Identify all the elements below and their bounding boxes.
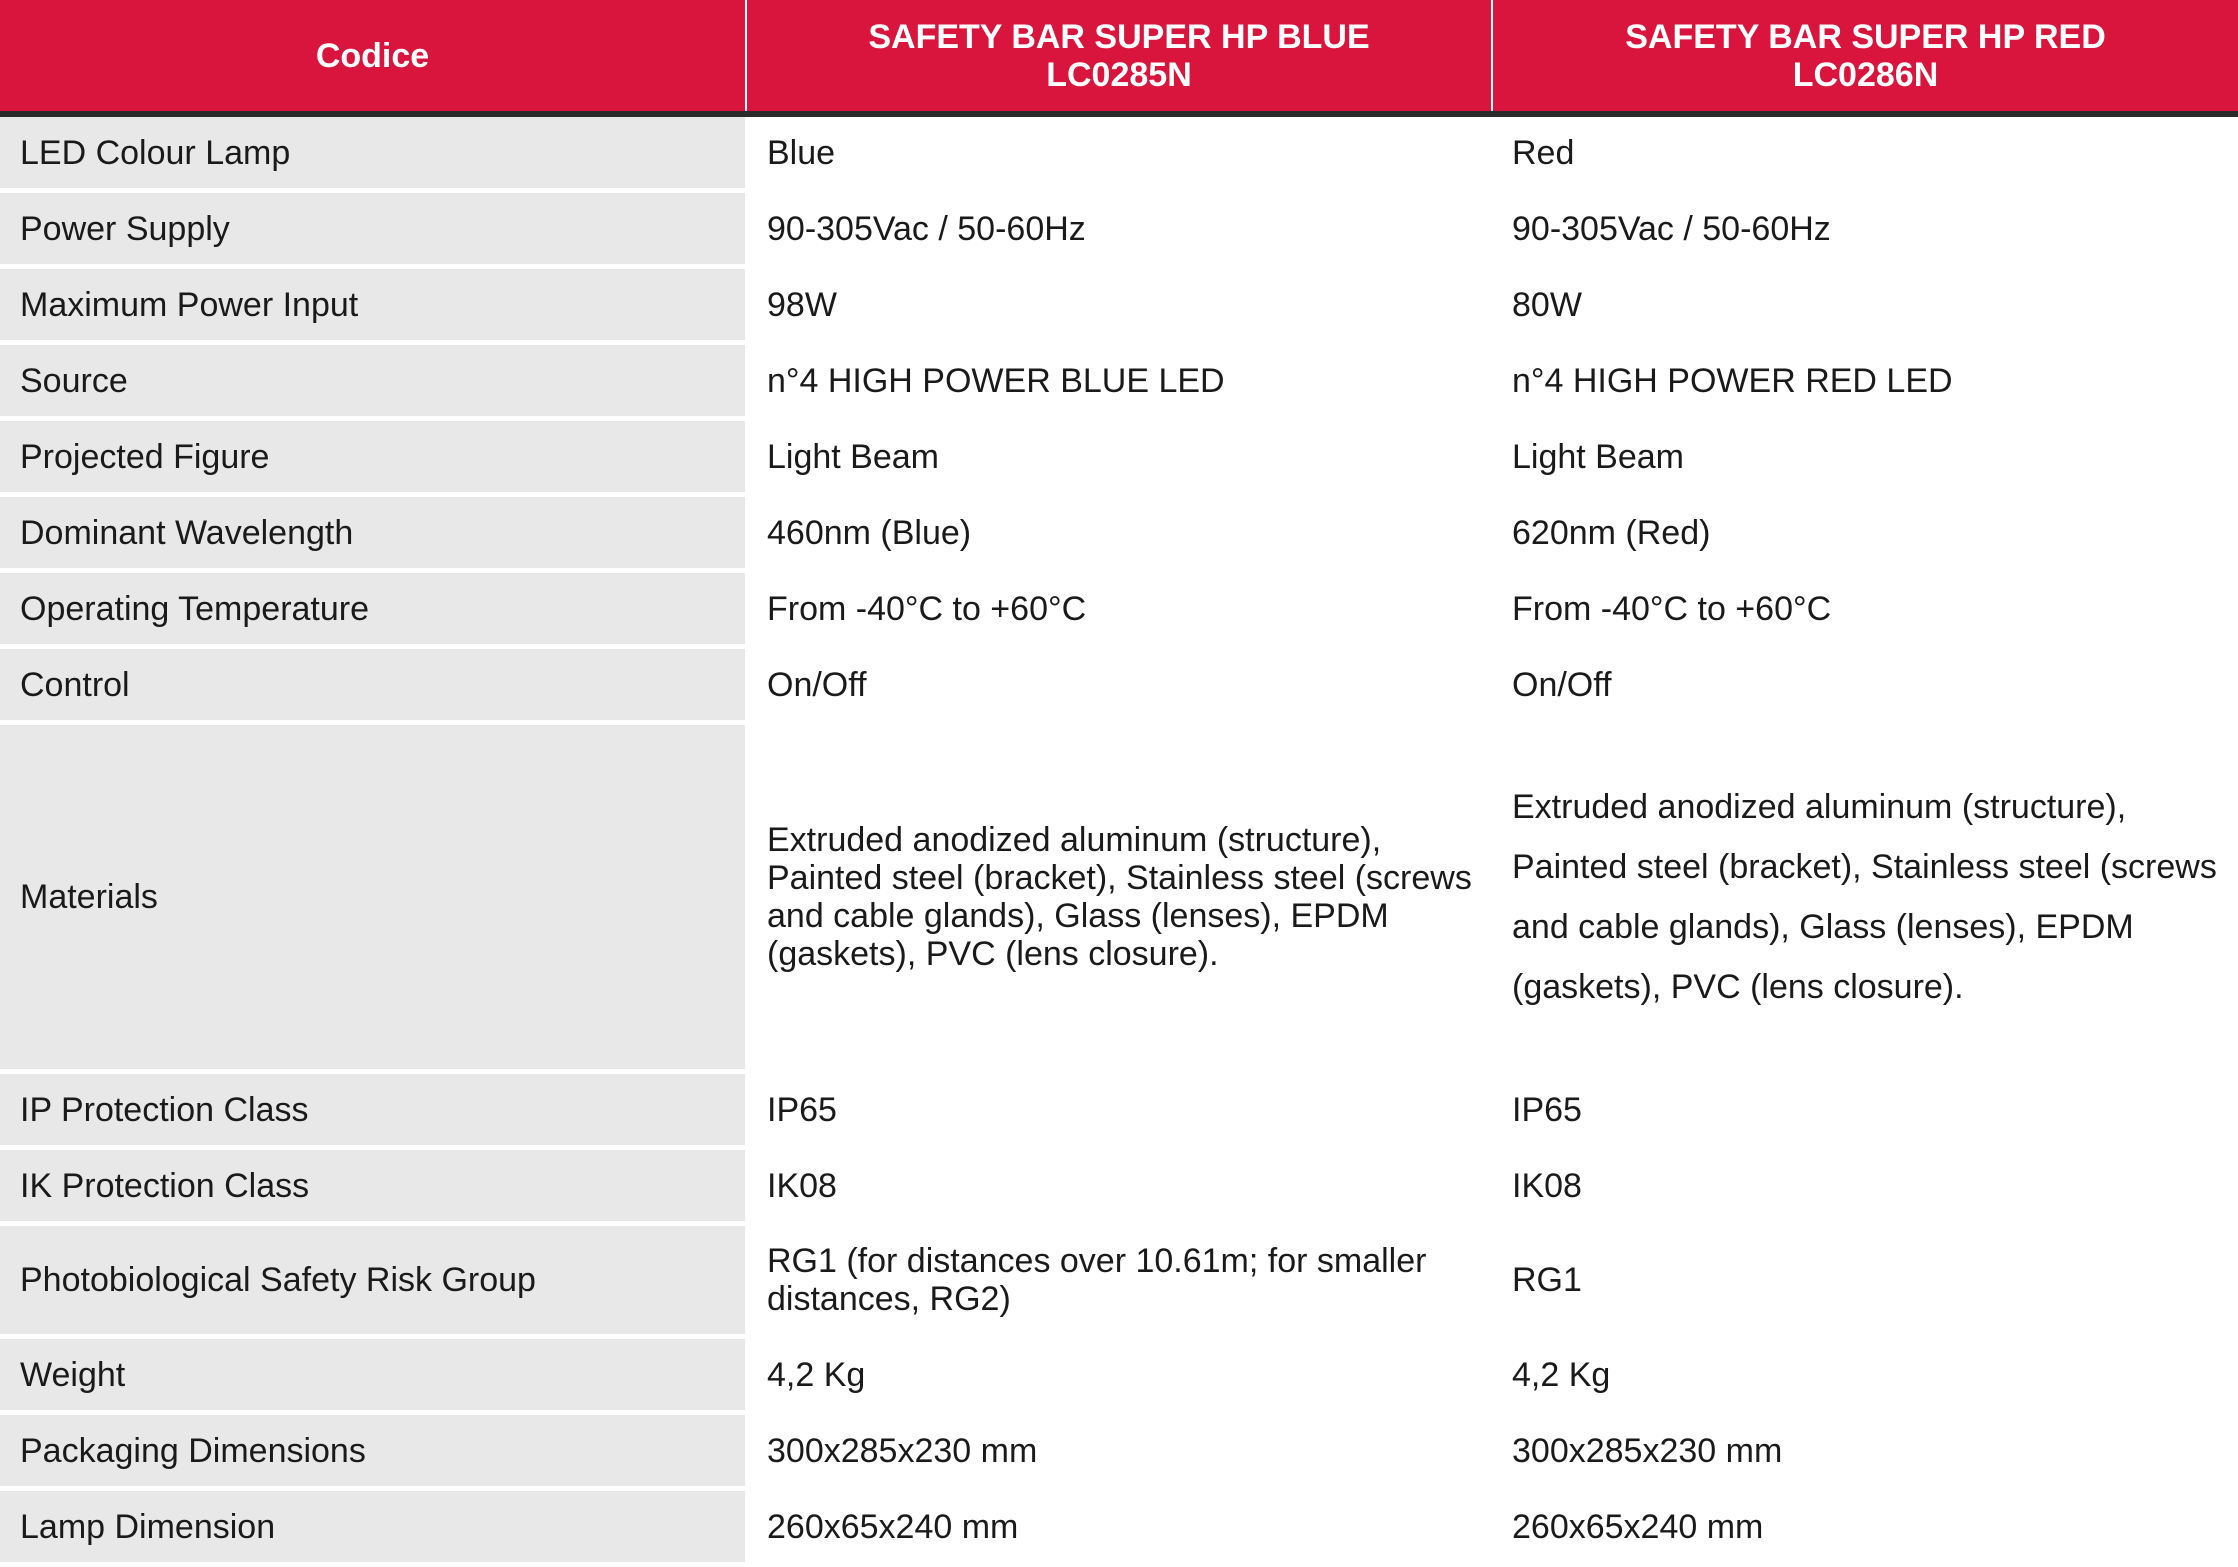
row-label: Packaging Dimensions xyxy=(0,1413,746,1489)
table-row xyxy=(0,1224,2238,1337)
red-value: 90-305Vac / 50-60Hz xyxy=(1492,191,2238,267)
red-model-name: SAFETY BAR SUPER HP RED xyxy=(1625,17,2106,56)
blue-value: IP65 xyxy=(746,1072,1492,1148)
blue-value: On/Off xyxy=(746,647,1492,723)
row-label: Source xyxy=(0,343,746,419)
blue-value: RG1 (for distances over 10.61m; for smaller distances, RG2) xyxy=(746,1224,1492,1337)
table-row xyxy=(0,419,2238,495)
row-label: Projected Figure xyxy=(0,419,746,495)
blue-value: Light Beam xyxy=(746,419,1492,495)
blue-value: 90-305Vac / 50-60Hz xyxy=(746,191,1492,267)
row-label: Materials xyxy=(0,723,746,1072)
header-codice: Codice xyxy=(0,0,746,114)
row-label: Photobiological Safety Risk Group xyxy=(0,1224,746,1337)
table-row xyxy=(0,343,2238,419)
red-value: From -40°C to +60°C xyxy=(1492,571,2238,647)
table-row xyxy=(0,1072,2238,1148)
header-blue-model xyxy=(746,0,1492,114)
table-row xyxy=(0,495,2238,571)
red-model-code: LC0286N xyxy=(1792,55,1939,94)
red-value: On/Off xyxy=(1492,647,2238,723)
table-header xyxy=(0,0,2238,114)
table-row xyxy=(0,1489,2238,1565)
row-label: IK Protection Class xyxy=(0,1148,746,1224)
blue-model-name: SAFETY BAR SUPER HP BLUE xyxy=(868,17,1370,56)
blue-value: Extruded anodized aluminum (structure), Painted steel (bracket), Stainless steel (screws and cable glands), Glass (lenses), EPDM (gaskets), PVC (lens closure). xyxy=(746,723,1492,1072)
table-row xyxy=(0,191,2238,267)
table-row xyxy=(0,1413,2238,1489)
red-value: 300x285x230 mm xyxy=(1492,1413,2238,1489)
blue-value: 260x65x240 mm xyxy=(746,1489,1492,1565)
blue-value: 4,2 Kg xyxy=(746,1337,1492,1413)
red-value: IP65 xyxy=(1492,1072,2238,1148)
row-label: LED Colour Lamp xyxy=(0,114,746,191)
red-value: 620nm (Red) xyxy=(1492,495,2238,571)
blue-value: 300x285x230 mm xyxy=(746,1413,1492,1489)
row-label: IP Protection Class xyxy=(0,1072,746,1148)
blue-value: From -40°C to +60°C xyxy=(746,571,1492,647)
red-value: Red xyxy=(1492,114,2238,191)
red-value: IK08 xyxy=(1492,1148,2238,1224)
blue-value: Blue xyxy=(746,114,1492,191)
blue-value: IK08 xyxy=(746,1148,1492,1224)
row-label: Lamp Dimension xyxy=(0,1489,746,1565)
blue-value: n°4 HIGH POWER BLUE LED xyxy=(746,343,1492,419)
red-value: 80W xyxy=(1492,267,2238,343)
red-value: 260x65x240 mm xyxy=(1492,1489,2238,1565)
table-row xyxy=(0,647,2238,723)
row-label: Power Supply xyxy=(0,191,746,267)
table-row xyxy=(0,1148,2238,1224)
red-value: 4,2 Kg xyxy=(1492,1337,2238,1413)
blue-value: 98W xyxy=(746,267,1492,343)
table-row xyxy=(0,267,2238,343)
header-row xyxy=(0,0,2238,114)
blue-value: 460nm (Blue) xyxy=(746,495,1492,571)
table-row xyxy=(0,723,2238,1072)
table-row xyxy=(0,1337,2238,1413)
table-row xyxy=(0,571,2238,647)
header-red-model xyxy=(1492,0,2238,114)
row-label: Operating Temperature xyxy=(0,571,746,647)
table-body xyxy=(0,114,2238,1565)
red-value: Extruded anodized aluminum (structure), Painted steel (bracket), Stainless steel (screws and cable glands), Glass (lenses), EPDM (gaskets), PVC (lens closure). xyxy=(1492,723,2238,1072)
row-label: Control xyxy=(0,647,746,723)
red-value: Light Beam xyxy=(1492,419,2238,495)
red-value: n°4 HIGH POWER RED LED xyxy=(1492,343,2238,419)
table-row xyxy=(0,114,2238,191)
blue-model-code: LC0285N xyxy=(1046,55,1192,94)
row-label: Weight xyxy=(0,1337,746,1413)
red-value: RG1 xyxy=(1492,1224,2238,1337)
row-label: Maximum Power Input xyxy=(0,267,746,343)
row-label: Dominant Wavelength xyxy=(0,495,746,571)
